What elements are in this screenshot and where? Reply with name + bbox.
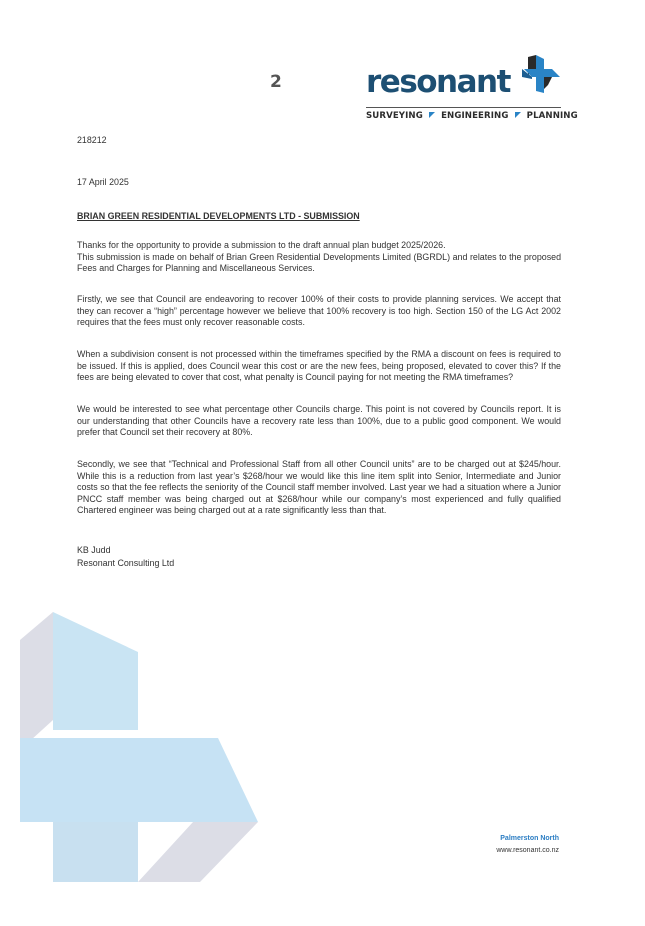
signatory-name: KB Judd [77, 545, 111, 555]
resonant-logo [366, 55, 578, 125]
subject-heading: BRIAN GREEN RESIDENTIAL DEVELOPMENTS LTD - SUBMISSION [77, 211, 360, 221]
tagline-surveying: SURVEYING [366, 111, 423, 121]
paragraph-intro [77, 240, 561, 275]
separator-icon [429, 112, 435, 118]
website-link[interactable]: www.resonant.co.nz [496, 847, 559, 854]
signature-block [77, 544, 561, 570]
paragraph-cost-recovery: Firstly, we see that Council are endeavoring to recover 100% of their costs to provide planning services. We accept that they can recover a “high” percentage however we believe that 100% recovery is too high. Section 150 of the LG Act 2002 requires that the fees must only recover reasonable costs. [77, 294, 561, 328]
logo-tagline [366, 111, 578, 121]
separator-icon [515, 112, 521, 118]
paragraph-rma-timeframes: When a subdivision consent is not processed within the timeframes specified by the RMA a discount on fees is required to be issued. If this is applied, does Council wear this cost or are the new fees, being proposed, elevated to cover this? If the fees are being elevated to cover that cost, what penalty is Council paying for not meeting the RMA timeframes? [77, 349, 561, 383]
page-number: 2 [270, 72, 282, 92]
watermark-plus-icon [18, 600, 263, 890]
office-location: Palmerston North [500, 835, 559, 842]
footer-contact [486, 833, 559, 857]
reference-number: 218212 [77, 135, 107, 145]
plus-cross-icon [518, 55, 562, 95]
signatory-company: Resonant Consulting Ltd [77, 558, 175, 568]
intro-line-2: This submission is made on behalf of Brian Green Residential Developments Limited (BGRDL) and relates to the proposed Fees and Charges for Planning and Miscellaneous Services. [77, 251, 561, 274]
paragraph-staff-rates: Secondly, we see that “Technical and Professional Staff from all other Council units” are to be charged out at $245/hour. While this is a reduction from last year’s $268/hour we would like this line item split into Senior, Intermediate and Junior costs so that the fee reflects the seniority of the Council staff member involved. Last year we had a situation where a Junior PNCC staff member was being charged out at $268/hour while our company’s most experienced and fully qualified Chartered engineer was being charged out at a rate significantly less than that. [77, 459, 561, 516]
tagline-planning: PLANNING [526, 111, 578, 121]
logo-wordmark: resonant [366, 64, 510, 100]
paragraph-other-councils: We would be interested to see what percentage other Councils charge. This point is not covered by Councils report. It is our understanding that other Councils have a recovery rate less than 100%, due to a public good component. We would prefer that Council set their recovery at 80%. [77, 404, 561, 438]
letter-date: 17 April 2025 [77, 177, 129, 187]
intro-line-1: Thanks for the opportunity to provide a submission to the draft annual plan budget 2025/2026. [77, 240, 446, 250]
logo-divider [366, 107, 561, 108]
tagline-engineering: ENGINEERING [441, 111, 509, 121]
